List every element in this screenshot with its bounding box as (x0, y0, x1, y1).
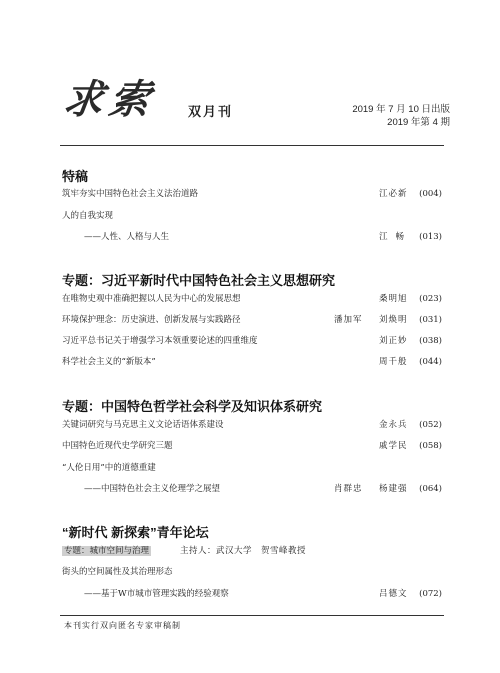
publication-frequency: 双月刊 (188, 105, 234, 120)
toc-entry[interactable] (62, 209, 442, 223)
topic-line-wrap (62, 544, 151, 558)
article-title: 科学社会主义的“新版本” (62, 357, 156, 367)
publication-date: 2019 年 7 月 10 日出版 (352, 104, 450, 115)
article-title: 环境保护理念：历史演进、创新发展与实践路径 (62, 315, 241, 325)
issue-info (352, 103, 450, 129)
header-rule (60, 145, 444, 146)
article-coauthor: 肖群忠 (334, 484, 363, 494)
article-subtitle: ——基于W市城市管理实践的经验观察 (84, 589, 229, 599)
article-page: (038) (419, 336, 442, 346)
article-author: 桑明旭 (379, 294, 408, 304)
section-title: “新时代 新探索”青年论坛 (62, 525, 209, 540)
article-title: “人伦日用”中的道德重建 (62, 463, 156, 473)
toc-entry-topic (62, 544, 442, 558)
topic-host: 主持人：武汉大学 贺雪峰教授 (180, 546, 307, 556)
article-subtitle: ——中国特色社会主义伦理学之展望 (84, 484, 221, 494)
article-page: (004) (419, 189, 442, 199)
article-title: 街头的空间属性及其治理形态 (62, 567, 173, 577)
article-page: (044) (419, 357, 442, 367)
article-title: 筑牢夯实中国特色社会主义法治道路 (62, 189, 199, 199)
article-coauthor: 潘加军 (334, 315, 363, 325)
article-title: 关键词研究与马克思主义文论话语体系建设 (62, 420, 224, 430)
toc-entry[interactable] (62, 461, 442, 475)
footer-rule (60, 615, 444, 616)
article-author: 江畅 (379, 232, 413, 242)
article-page: (023) (419, 294, 442, 304)
toc-entry-subtitle (62, 587, 442, 601)
journal-logo: 求索 (60, 76, 159, 123)
review-policy-note: 本刊实行双向匿名专家审稿制 (64, 621, 181, 630)
article-page: (058) (419, 441, 442, 451)
toc-entry[interactable] (62, 292, 442, 306)
article-author: 周千般 (379, 357, 408, 367)
section-title: 特稿 (62, 169, 89, 184)
article-page: (013) (419, 232, 442, 242)
article-author: 金永兵 (379, 420, 408, 430)
toc-entry-subtitle (62, 230, 442, 244)
article-page: (052) (419, 420, 442, 430)
article-author: 江必新 (379, 189, 408, 199)
toc-entry[interactable] (62, 439, 442, 453)
masthead (60, 68, 450, 138)
article-page: (031) (419, 315, 442, 325)
toc-entry[interactable] (62, 187, 442, 201)
toc-entry[interactable] (62, 565, 442, 579)
article-author: 杨建强 (379, 484, 408, 494)
article-title: 人的自我实现 (62, 211, 114, 221)
toc-entry[interactable] (62, 418, 442, 432)
toc-entry[interactable] (62, 334, 442, 348)
section-title: 专题：中国特色哲学社会科学及知识体系研究 (62, 399, 323, 414)
section-title: 专题：习近平新时代中国特色社会主义思想研究 (62, 273, 336, 288)
article-page: (064) (419, 484, 442, 494)
toc-entry[interactable] (62, 313, 442, 327)
topic-label: 专题：城市空间与治理 (64, 546, 150, 556)
toc-entry-subtitle (62, 482, 442, 496)
article-author: 刘焕明 (379, 315, 408, 325)
article-subtitle: ——人性、人格与人生 (84, 232, 170, 242)
article-title: 习近平总书记关于增强学习本领重要论述的四重维度 (62, 336, 258, 346)
article-author: 刘正妙 (379, 336, 408, 346)
toc-entry[interactable] (62, 355, 442, 369)
issue-number: 2019 年第 4 期 (387, 117, 450, 128)
article-author: 吕德文 (379, 589, 408, 599)
article-author: 戚学民 (379, 441, 408, 451)
article-title: 在唯物史观中准确把握以人民为中心的发展思想 (62, 294, 241, 304)
article-page: (072) (419, 589, 442, 599)
article-title: 中国特色近现代史学研究三题 (62, 441, 173, 451)
